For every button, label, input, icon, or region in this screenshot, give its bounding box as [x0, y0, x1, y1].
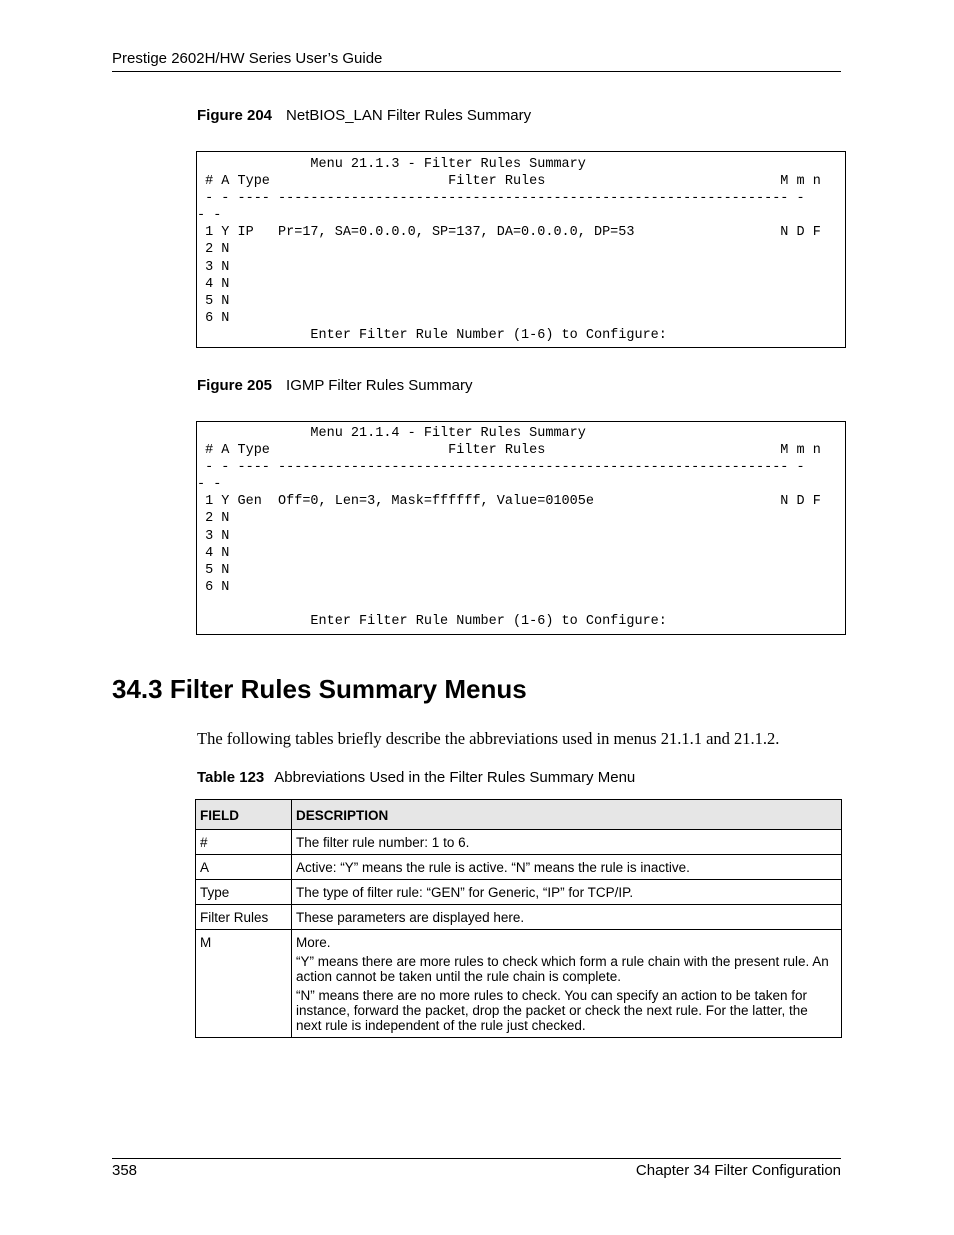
terminal-line: 1 Y IP Pr=17, SA=0.0.0.0, SP=137, DA=0.0.0.0, DP=53 N D F [197, 225, 821, 241]
terminal-line: Enter Filter Rule Number (1-6) to Configure: [197, 327, 667, 343]
figure-204-title: NetBIOS_LAN Filter Rules Summary [286, 107, 532, 124]
terminal-line: Enter Filter Rule Number (1-6) to Configure: [197, 614, 667, 630]
column-header-description: DESCRIPTION [292, 800, 842, 830]
figure-205-text [197, 425, 845, 630]
section-heading: 34.3 Filter Rules Summary Menus [112, 674, 527, 704]
figure-205-label: Figure 205 [197, 377, 273, 394]
table-row [196, 880, 842, 905]
table-123-caption [197, 769, 635, 786]
description-text: These parameters are displayed here. [296, 910, 525, 925]
terminal-line: - - ---- --------------------------------------------------------------- - [197, 191, 813, 207]
table-123-label: Table 123 [197, 769, 265, 786]
terminal-line: 5 N [197, 562, 230, 578]
section-intro: The following tables briefly describe the abbreviations used in menus 21.1.1 and 21.1.2. [197, 729, 780, 748]
field-cell: # [196, 830, 292, 855]
page-number: 358 [112, 1162, 138, 1179]
field-cell: M [196, 930, 292, 1038]
description-text: The type of filter rule: “GEN” for Generic, “IP” for TCP/IP. [296, 885, 634, 900]
field-cell: Type [196, 880, 292, 905]
description-text: Active: “Y” means the rule is active. “N” means the rule is inactive. [296, 860, 690, 875]
terminal-line: Menu 21.1.3 - Filter Rules Summary [197, 157, 586, 172]
terminal-line: 2 N [197, 242, 230, 258]
figure-204-label: Figure 204 [197, 107, 273, 124]
table-row [196, 905, 842, 930]
terminal-line: # A Type Filter Rules M m n [197, 443, 821, 459]
figure-204-text [197, 156, 845, 344]
column-header-field: FIELD [196, 800, 292, 830]
figure-205-terminal [196, 421, 846, 635]
terminal-line: - - [197, 477, 222, 493]
terminal-line: - - [197, 208, 222, 224]
terminal-line: 3 N [197, 259, 230, 275]
terminal-line: 6 N [197, 579, 230, 595]
header-divider [112, 71, 841, 72]
terminal-line: 5 N [197, 293, 230, 309]
terminal-line: 6 N [197, 310, 230, 326]
description-cell [292, 855, 842, 880]
abbreviations-table [195, 799, 842, 1038]
figure-204-caption [197, 107, 531, 124]
figure-205-caption [197, 377, 472, 394]
terminal-line: Menu 21.1.4 - Filter Rules Summary [197, 426, 586, 441]
terminal-line: 3 N [197, 528, 230, 544]
description-cell [292, 830, 842, 855]
terminal-line: - - ---- --------------------------------------------------------------- - [197, 460, 813, 476]
field-cell: A [196, 855, 292, 880]
description-text: The filter rule number: 1 to 6. [296, 835, 470, 850]
terminal-line: 1 Y Gen Off=0, Len=3, Mask=ffffff, Value=01005e N D F [197, 494, 821, 510]
terminal-line [197, 596, 845, 613]
description-cell [292, 880, 842, 905]
terminal-line: 4 N [197, 545, 230, 561]
footer-divider [112, 1158, 841, 1159]
field-cell: Filter Rules [196, 905, 292, 930]
table-header-row [196, 800, 842, 830]
chapter-title: Chapter 34 Filter Configuration [635, 1162, 841, 1179]
terminal-line: 4 N [197, 276, 230, 292]
figure-204-terminal [196, 151, 846, 348]
table-row [196, 930, 842, 1038]
description-text: More. [296, 935, 331, 950]
table-123-title: Abbreviations Used in the Filter Rules Summary Menu [274, 769, 636, 786]
description-text: “Y” means there are more rules to check which form a rule chain with the present rule. An action cannot be taken until the rule chain is complete. [296, 954, 829, 984]
description-cell [292, 905, 842, 930]
figure-205-title: IGMP Filter Rules Summary [286, 377, 473, 394]
terminal-line: # A Type Filter Rules M m n [197, 174, 821, 190]
terminal-line: 2 N [197, 511, 230, 527]
running-header: Prestige 2602H/HW Series User’s Guide [112, 50, 383, 67]
table-row [196, 855, 842, 880]
description-text: “N” means there are no more rules to check. You can specify an action to be taken for instance, forward the packet, drop the packet or check the next rule. For the latter, the next rule is independent of the rule just checked. [296, 988, 808, 1033]
table-row [196, 830, 842, 855]
description-cell [292, 930, 842, 1038]
